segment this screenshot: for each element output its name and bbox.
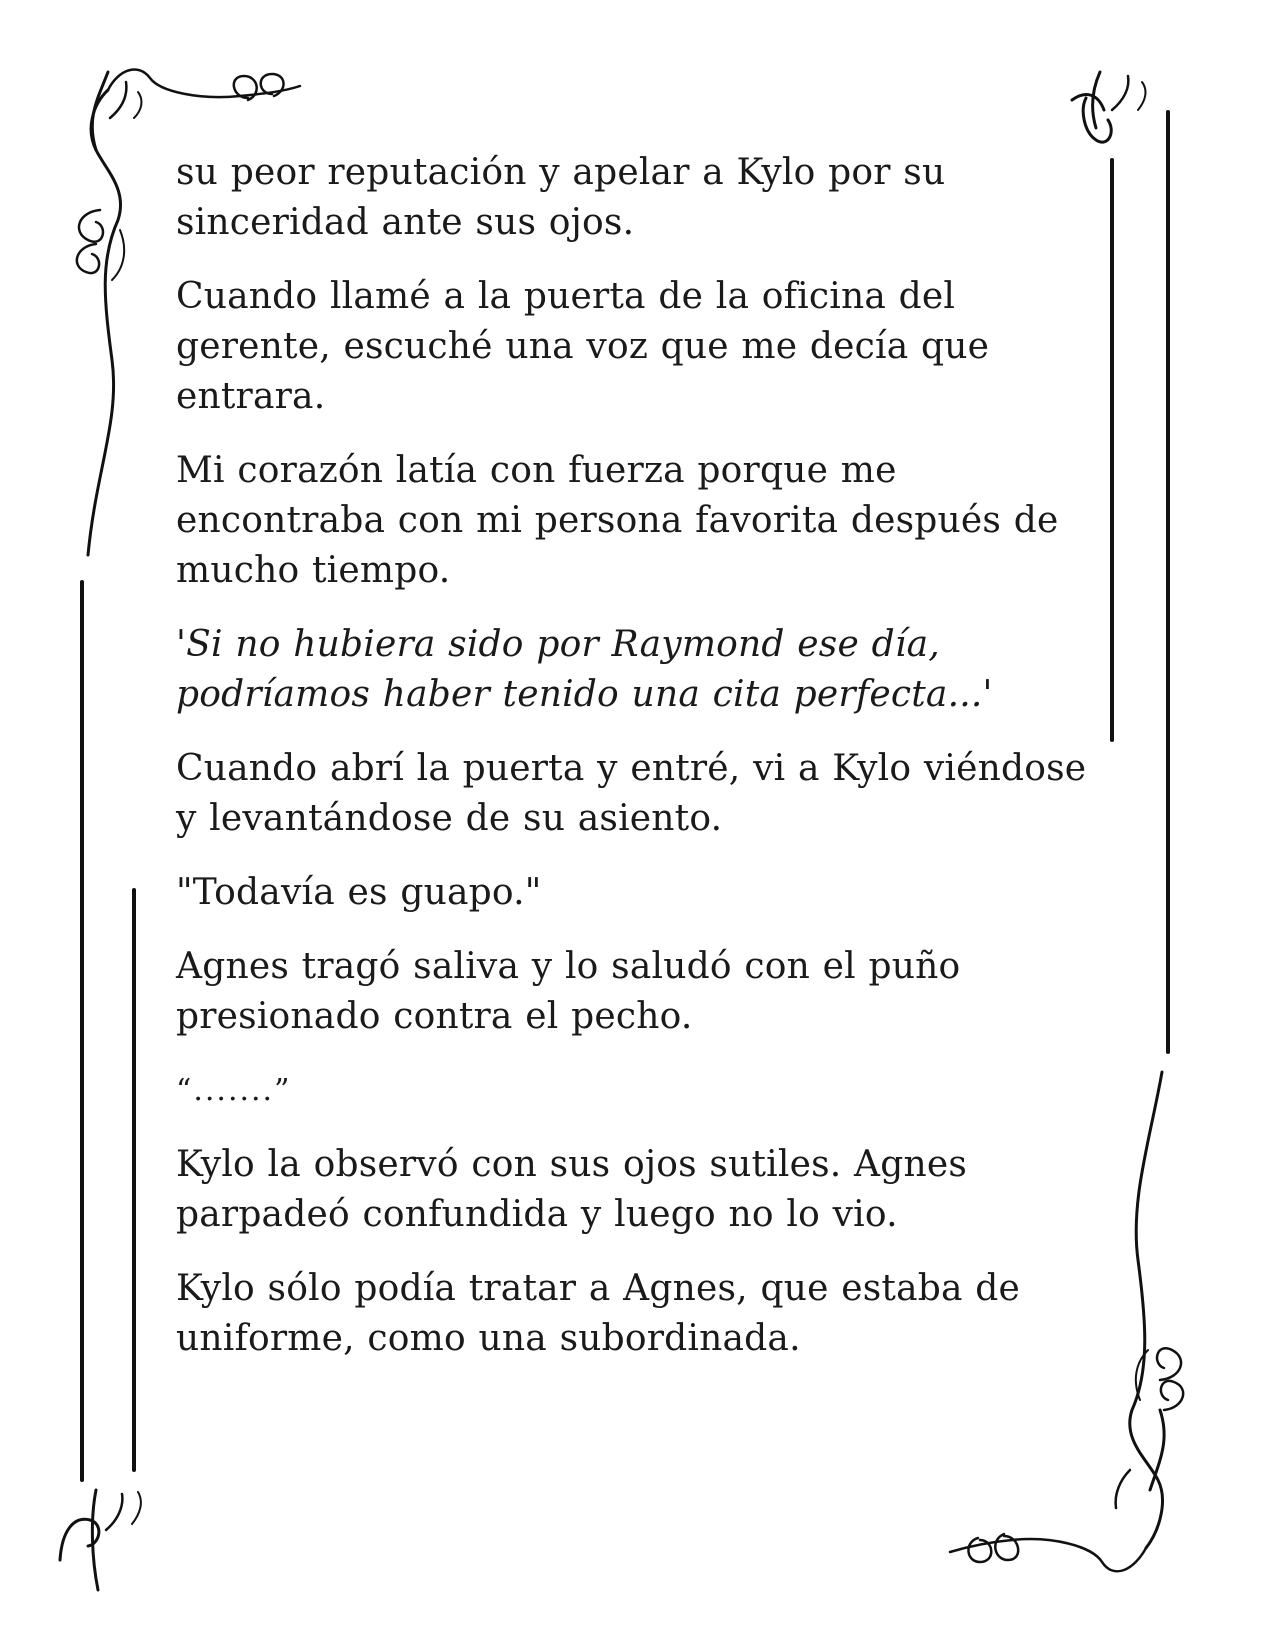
- bottom-left-flourish-icon: [60, 1490, 141, 1590]
- story-paragraph: "Todavía es guapo.": [176, 872, 542, 913]
- story-paragraph: Cuando abrí la puerta y entré, vi a Kylo viéndose y levantándose de su asiento.: [176, 748, 1087, 839]
- story-paragraph: Cuando llamé a la puerta de la oficina del gerente, escuché una voz que me decía que entrara.: [176, 276, 990, 417]
- story-paragraph: Mi corazón latía con fuerza porque me encontraba con mi persona favorita después de mucho tiempo.: [176, 450, 1059, 591]
- story-paragraph: Kylo la observó con sus ojos sutiles. Agnes parpadeó confundida y luego no lo vio.: [176, 1144, 968, 1235]
- inner-thought-paragraph: 'Si no hubiera sido por Raymond ese día, podríamos haber tenido una cita perfecta...': [176, 624, 993, 715]
- story-paragraph: Kylo sólo podía tratar a Agnes, que estaba de uniforme, como una subordinada.: [176, 1268, 1021, 1359]
- story-paragraph: Agnes tragó saliva y lo saludó con el puño presionado contra el pecho.: [176, 946, 961, 1037]
- chapter-text: [176, 148, 1096, 1388]
- story-paragraph: su peor reputación y apelar a Kylo por su sinceridad ante sus ojos.: [176, 152, 946, 243]
- silent-dialogue-paragraph: “.......”: [176, 1073, 292, 1108]
